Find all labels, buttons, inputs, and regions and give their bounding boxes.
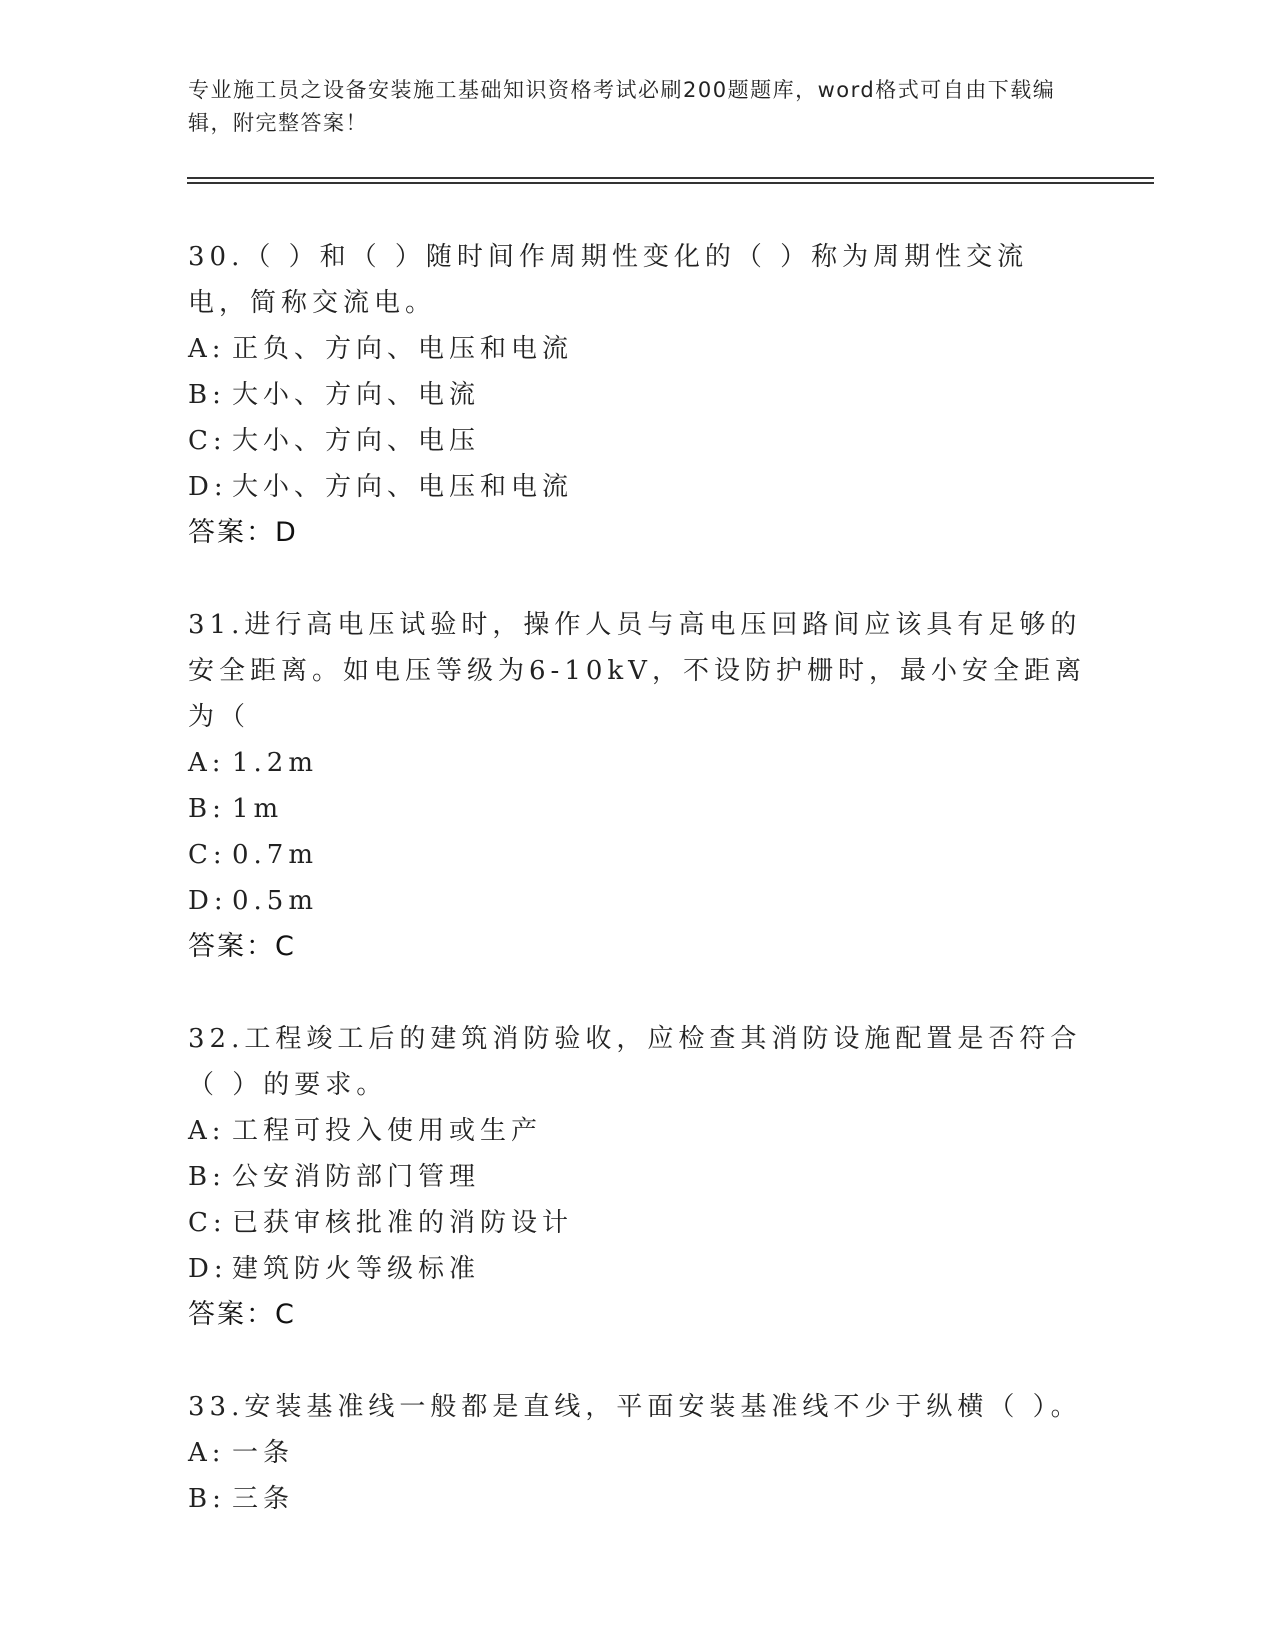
option-key: B: <box>188 794 226 824</box>
question-stem: 31.进行高电压试验时，操作人员与高电压回路间应该具有足够的安全距离。如电压等级为6-10kV，不设防护栅时，最小安全距离为（ <box>188 610 1086 732</box>
option-a <box>188 1108 1088 1154</box>
option-a <box>188 1430 1088 1476</box>
question-list <box>188 234 1088 1568</box>
option-text: 已获审核批准的消防设计 <box>232 1208 574 1238</box>
answer-line: 答案：C <box>188 931 296 962</box>
option-b <box>188 1476 1088 1522</box>
option-key: B: <box>188 380 226 410</box>
option-key: A: <box>188 748 226 778</box>
option-key: A: <box>188 334 226 364</box>
option-text: 建筑防火等级标准 <box>232 1254 481 1284</box>
option-key: C: <box>188 1208 227 1238</box>
option-a <box>188 326 1088 372</box>
option-text: 大小、方向、电压 <box>232 426 481 456</box>
option-key: D: <box>188 472 228 502</box>
option-text: 0.7m <box>232 840 319 870</box>
option-text: 大小、方向、电压和电流 <box>232 472 574 502</box>
question-stem: 32.工程竣工后的建筑消防验收，应检查其消防设施配置是否符合（ ）的要求。 <box>188 1024 1082 1100</box>
question-stem: 30.（ ）和（ ）随时间作周期性变化的（ ）称为周期性交流电，简称交流电。 <box>188 242 1029 318</box>
option-text: 工程可投入使用或生产 <box>232 1116 543 1146</box>
option-b <box>188 372 1088 418</box>
option-b <box>188 786 1088 832</box>
option-c <box>188 418 1088 464</box>
option-d <box>188 878 1088 924</box>
answer-line: 答案：D <box>188 517 298 548</box>
option-a <box>188 740 1088 786</box>
option-key: B: <box>188 1162 226 1192</box>
option-text: 0.5m <box>232 886 319 916</box>
option-d <box>188 1246 1088 1292</box>
question-33 <box>188 1384 1088 1522</box>
option-text: 1m <box>232 794 284 824</box>
document-header: 专业施工员之设备安装施工基础知识资格考试必刷200题题库，word格式可自由下载编辑，附完整答案！ <box>188 78 1056 135</box>
question-32 <box>188 1016 1088 1338</box>
option-text: 正负、方向、电压和电流 <box>232 334 574 364</box>
option-d <box>188 464 1088 510</box>
option-text: 三条 <box>232 1484 295 1514</box>
question-30 <box>188 234 1088 556</box>
option-key: A: <box>188 1116 226 1146</box>
question-stem: 33.安装基准线一般都是直线，平面安装基准线不少于纵横（ ）。 <box>188 1392 1082 1422</box>
option-c <box>188 832 1088 878</box>
option-text: 公安消防部门管理 <box>232 1162 481 1192</box>
option-text: 1.2m <box>232 748 319 778</box>
option-key: C: <box>188 426 227 456</box>
option-key: A: <box>188 1438 226 1468</box>
option-key: D: <box>188 1254 228 1284</box>
header-rule-bottom <box>187 182 1154 184</box>
option-key: C: <box>188 840 227 870</box>
header-rule-top <box>187 177 1154 179</box>
option-key: D: <box>188 886 228 916</box>
option-text: 大小、方向、电流 <box>232 380 481 410</box>
question-31 <box>188 602 1088 970</box>
option-c <box>188 1200 1088 1246</box>
answer-line: 答案：C <box>188 1299 296 1330</box>
option-key: B: <box>188 1484 226 1514</box>
option-b <box>188 1154 1088 1200</box>
option-text: 一条 <box>232 1438 295 1468</box>
